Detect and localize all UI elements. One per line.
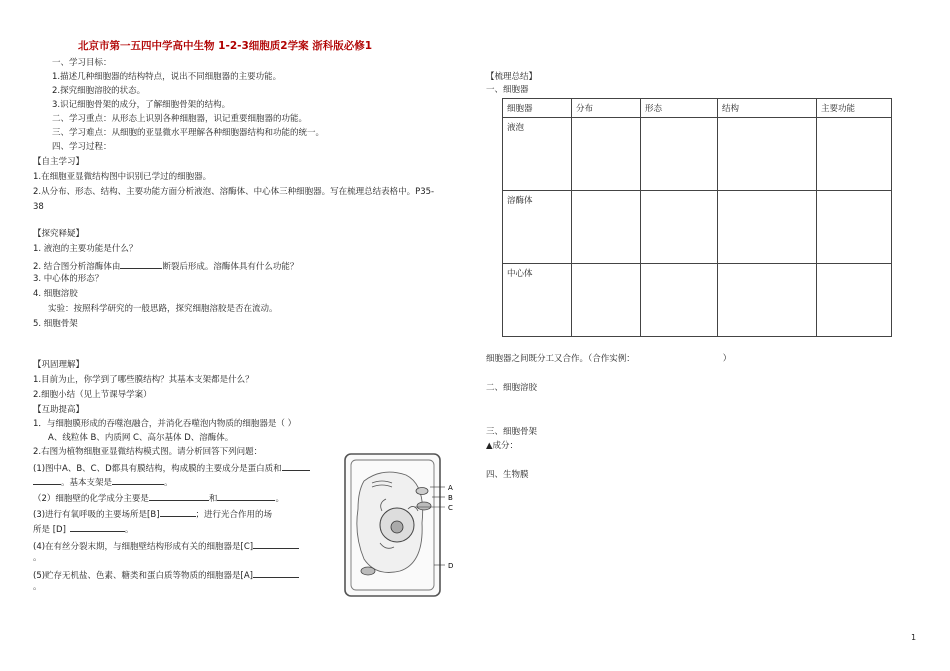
label-c: C (448, 504, 453, 512)
table-cell[interactable] (572, 118, 641, 191)
summary-heading: 【梳理总结】 (486, 72, 538, 82)
subquestion-1-text: (1)图中A、B、C、D都具有膜结构，构成膜的主要成分是蛋白质和 (33, 464, 282, 474)
subquestion-1-text-cont: 。基本支架是 (61, 478, 113, 488)
table-cell[interactable] (718, 191, 817, 264)
cooperation-line (486, 354, 731, 364)
table-cell[interactable] (718, 264, 817, 337)
subquestion-3-text: (3)进行有氧呼吸的主要场所是[B] (33, 510, 160, 520)
page-number: 1 (911, 633, 917, 642)
table-cell[interactable] (817, 191, 892, 264)
explore-heading: 【探究释疑】 (33, 229, 85, 239)
table-cell[interactable] (641, 118, 718, 191)
subquestion-1-cont (33, 475, 173, 488)
organelle-heading: 一、细胞器 (486, 85, 529, 95)
consolidate-1: 1.目前为止，你学到了哪些膜结构？其基本支架都是什么？ (33, 375, 254, 385)
subquestion-2-text: （2）细胞壁的化学成分主要是 (33, 494, 149, 504)
table-header: 形态 (641, 99, 718, 118)
blank-field[interactable] (282, 461, 310, 471)
table-cell[interactable] (718, 118, 817, 191)
question-5: 5. 细胞骨架 (33, 319, 78, 329)
question-4: 4. 细胞溶胶 (33, 289, 78, 299)
goal-1: 1.描述几种细胞器的结构特点，说出不同细胞器的主要功能。 (52, 72, 282, 82)
question-4-experiment: 实验：按照科学研究的一般思路，探究细胞溶胶是否在流动。 (48, 304, 278, 314)
row-label: 溶酶体 (503, 191, 572, 264)
goal-2: 2.探究细胞溶胶的状态。 (52, 86, 146, 96)
subquestion-3-text-end: 所是 [D] (33, 525, 66, 535)
table-header: 主要功能 (817, 99, 892, 118)
subquestion-4 (33, 539, 299, 552)
subquestion-1 (33, 461, 310, 474)
mutual-question-1: 1．与细胞膜形成的吞噬泡融合，并消化吞噬泡内物质的细胞器是（ ） (33, 419, 297, 429)
organelle-table (502, 98, 892, 337)
difficult-points: 三、学习难点：从细胞的亚显微水平理解各种细胞器结构和功能的统一。 (52, 128, 325, 138)
cytoskeleton-heading: 三、细胞骨架 (486, 427, 538, 437)
subquestion-3-text-cont: ；进行光合作用的场 (195, 510, 273, 520)
self-study-heading: 【自主学习】 (33, 157, 85, 167)
period: 。 (164, 478, 173, 488)
question-3: 3. 中心体的形态？ (33, 274, 104, 284)
subquestion-5-end: 。 (33, 582, 42, 592)
table-cell[interactable] (572, 264, 641, 337)
label-a: A (448, 484, 453, 492)
table-row (503, 118, 892, 191)
self-study-2-cont: 38 (33, 202, 44, 212)
self-study-2: 2.从分布、形态、结构、主要功能方面分析液泡、溶酶体、中心体三种细胞器。写在梳理总结表格中。P35- (33, 187, 435, 197)
row-label: 液泡 (503, 118, 572, 191)
subquestion-3-cont (33, 522, 133, 535)
table-row (503, 191, 892, 264)
nucleolus (391, 521, 403, 533)
table-header: 细胞器 (503, 99, 572, 118)
subquestion-4-text: (4)在有丝分裂末期，与细胞壁结构形成有关的细胞器是[C] (33, 542, 254, 552)
subquestion-2-and: 和 (208, 494, 218, 504)
biomembrane-heading: 四、生物膜 (486, 470, 529, 480)
document-title: 北京市第一五四中学高中生物 1-2-3细胞质2学案 浙科版必修1 (78, 40, 373, 52)
period: 。 (275, 494, 284, 504)
learning-process: 四、学习过程： (52, 142, 112, 152)
goals-heading: 一、学习目标： (52, 58, 112, 68)
row-label: 中心体 (503, 264, 572, 337)
blank-field[interactable] (33, 475, 61, 485)
components-label: ▲成分： (486, 441, 519, 451)
blank-field[interactable] (253, 568, 299, 578)
table-cell[interactable] (572, 191, 641, 264)
blank-field[interactable] (149, 491, 209, 501)
cytosol-heading: 二、细胞溶胶 (486, 383, 538, 393)
blank-field[interactable] (160, 507, 196, 517)
table-header: 分布 (572, 99, 641, 118)
period: 。 (124, 525, 134, 535)
label-d: D (448, 562, 454, 570)
question-1: 1. 液泡的主要功能是什么？ (33, 244, 138, 254)
mutual-question-1-options: A、线粒体 B、内质网 C、高尔基体 D、溶酶体。 (48, 433, 234, 443)
blank-field[interactable] (112, 475, 164, 485)
cooperation-text: 细胞器之间既分工又合作。（合作实例： (486, 354, 635, 364)
table-cell[interactable] (817, 264, 892, 337)
goal-3: 3.识记细胞骨架的成分，了解细胞骨架的结构。 (52, 100, 231, 110)
cooperation-close: ） (722, 354, 732, 364)
label-b: B (448, 494, 453, 502)
question-2-text: 2. 结合图分析溶酶体由 (33, 262, 121, 272)
chloroplast (361, 567, 375, 575)
subquestion-4-end: 。 (33, 553, 42, 563)
blank-field[interactable] (253, 539, 299, 549)
question-2 (33, 259, 298, 272)
subquestion-5 (33, 568, 299, 581)
self-study-1: 1.在细胞亚显微结构图中识别已学过的细胞器。 (33, 172, 212, 182)
consolidate-heading: 【巩固理解】 (33, 360, 85, 370)
subquestion-2 (33, 491, 284, 504)
table-cell[interactable] (817, 118, 892, 191)
subquestion-5-text: (5)贮存无机盐、色素、糖类和蛋白质等物质的细胞器是[A] (33, 571, 253, 581)
mitochondrion (416, 488, 428, 495)
chloroplast (417, 502, 431, 510)
table-header: 结构 (718, 99, 817, 118)
blank-field[interactable] (217, 491, 275, 501)
consolidate-2: 2.细胞小结（见上节课导学案） (33, 390, 152, 400)
table-cell[interactable] (641, 264, 718, 337)
subquestion-3 (33, 507, 272, 520)
plant-cell-diagram (342, 451, 467, 599)
table-row (503, 264, 892, 337)
key-points: 二、学习重点：从形态上识别各种细胞器，识记重要细胞器的功能。 (52, 114, 308, 124)
blank-field[interactable] (120, 259, 162, 269)
question-2-text-cont: 断裂后形成。溶酶体具有什么功能？ (162, 262, 299, 272)
mutual-question-2: 2.右图为植物细胞亚显微结构模式图。请分析回答下列问题： (33, 447, 263, 457)
table-cell[interactable] (641, 191, 718, 264)
mutual-heading: 【互助提高】 (33, 405, 85, 415)
blank-field[interactable] (70, 522, 125, 532)
table-header-row (503, 99, 892, 118)
